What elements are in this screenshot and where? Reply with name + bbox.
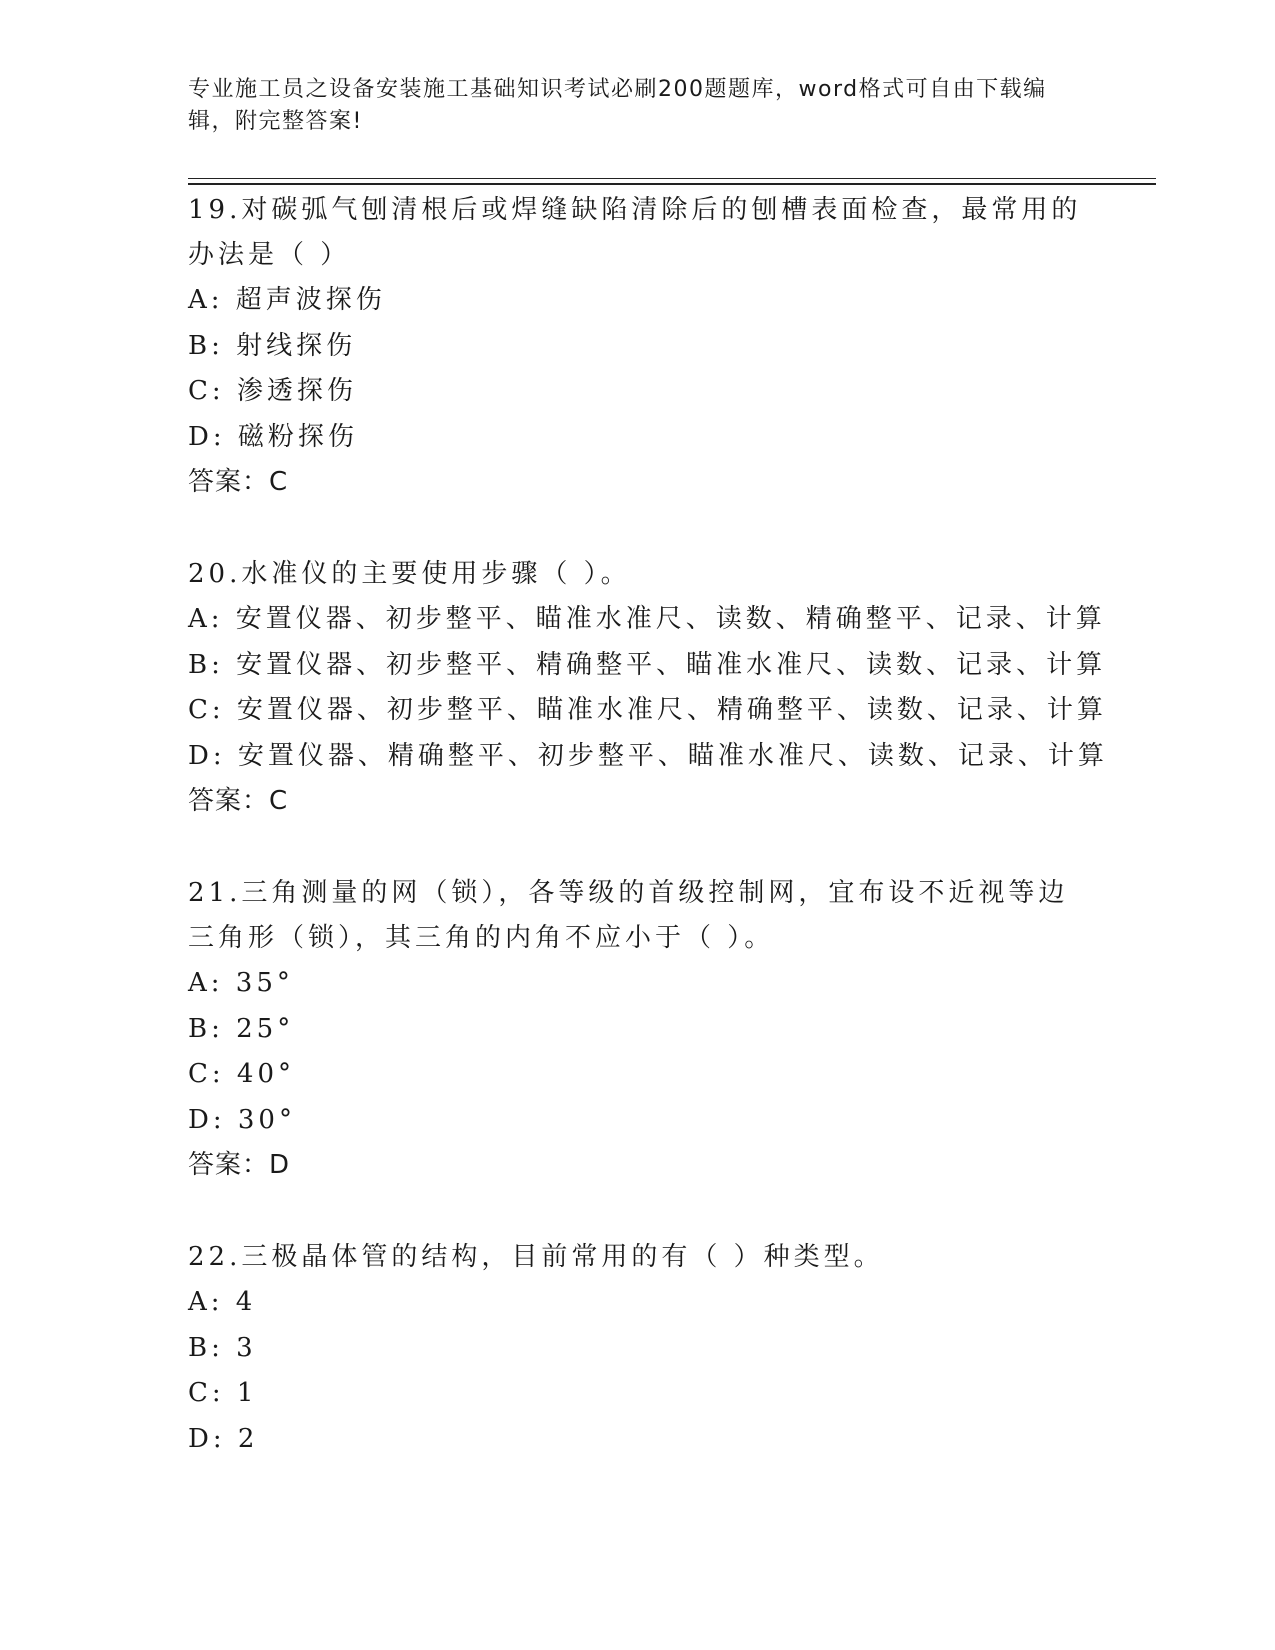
option-a: A: 4 [188,1287,257,1317]
question-19 [188,188,1088,505]
question-20 [188,552,1108,824]
question-stem: 21.三角测量的网（锁），各等级的首级控制网，宜布设不近视等边三角形（锁），其三角的内角不应小于（ ）。 [188,878,1069,953]
question-spacer [188,824,1088,871]
question-answer: 答案：D [188,1150,291,1180]
option-c: C: 40° [188,1059,296,1089]
question-answer: 答案：C [188,786,289,816]
header-divider-thin [188,178,1156,179]
option-a: A: 35° [188,968,294,998]
option-b: B: 射线探伤 [188,330,357,361]
option-a: A: 安置仪器、初步整平、瞄准水准尺、读数、精确整平、记录、计算 [188,604,1106,634]
option-b: B: 25° [188,1013,295,1044]
document-header [188,74,1068,138]
question-stem: 19.对碳弧气刨清根后或焊缝缺陷清除后的刨槽表面检查，最常用的办法是（ ） [188,195,1082,270]
option-c: C: 1 [188,1378,258,1408]
question-21 [188,871,1088,1188]
question-spacer [188,1188,1088,1235]
option-d: D: 磁粉探伤 [188,421,358,452]
question-answer: 答案：C [188,467,289,497]
question-list [188,188,1108,1462]
question-stem: 22.三极晶体管的结构，目前常用的有（ ）种类型。 [188,1242,884,1272]
header-title: 专业施工员之设备安装施工基础知识考试必刷200题题库，word格式可自由下载编辑，附完整答案! [188,77,1047,134]
option-b: B: 安置仪器、初步整平、精确整平、瞄准水准尺、读数、记录、计算 [188,649,1107,680]
option-d: D: 30° [188,1104,296,1135]
option-c: C: 安置仪器、初步整平、瞄准水准尺、精确整平、读数、记录、计算 [188,695,1107,725]
question-22 [188,1235,1088,1462]
question-spacer [188,505,1088,552]
option-b: B: 3 [188,1332,257,1363]
option-d: D: 2 [188,1423,259,1454]
option-a: A: 超声波探伤 [188,285,386,315]
question-stem: 20.水准仪的主要使用步骤（ ）。 [188,559,631,589]
option-d: D: 安置仪器、精确整平、初步整平、瞄准水准尺、读数、记录、计算 [188,740,1108,771]
header-divider-thick [188,183,1156,185]
option-c: C: 渗透探伤 [188,376,357,406]
